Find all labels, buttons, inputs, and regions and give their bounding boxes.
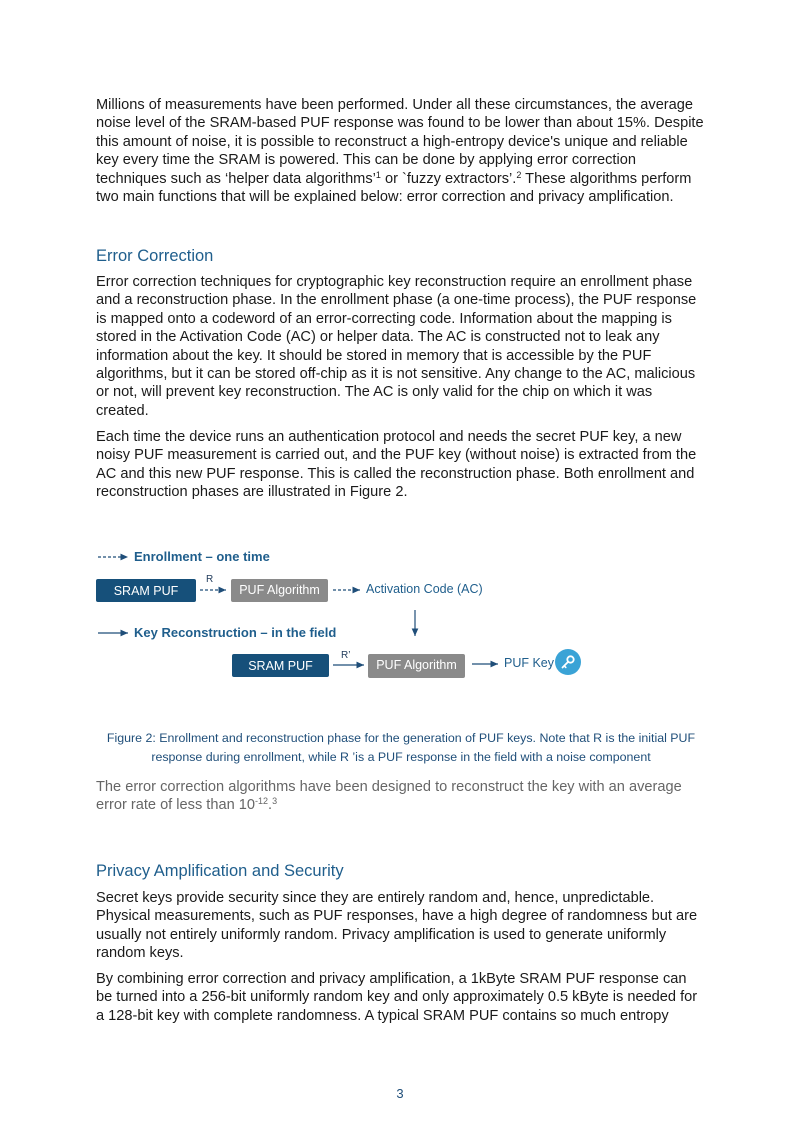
- sram-puf-box-enroll: SRAM PUF: [96, 579, 196, 602]
- paragraph-privacy: Secret keys provide security since they are entirely random and, hence, unpredictable. Physical measurements, such as PUF responses, have a high degree of randomness but are usually not entirely uniformly random. Privacy amplification is used to generate uniformly random keys.: [96, 890, 698, 962]
- puf-key-label: PUF Key: [504, 656, 555, 670]
- figure-caption: Figure 2: Enrollment and reconstruction phase for the generation of PUF keys. Note that R is the initial PUF response during enrollment, while R ’is a PUF response in the field with a noise component: [106, 731, 696, 764]
- heading-privacy-amplification: Privacy Amplification and Security: [96, 862, 344, 880]
- paragraph-reconstruction: Each time the device runs an authentication protocol and needs the secret PUF key, a new noisy PUF measurement is carried out, and the PUF key (without noise) is extracted from the AC and this new PUF response. This is called the reconstruction phase. Both enrollment and reconstruction phases are illustrated in Figure 2.: [96, 429, 697, 501]
- paragraph-error-correction: Error correction techniques for cryptographic key reconstruction require an enrollment phase and a reconstruction phase. In the enrollment phase (a one-time process), the PUF response is mapped onto a codeword of an error-correcting code. Information about the mapping is stored in the Activation Code (AC) or helper data. The AC is constructed not to leak any information about the key. It should be stored in memory that is accessible by the PUF algorithms, but it can be stored off-chip as it is not sensitive. Any change to the AC, malicious or not, will prevent key reconstruction. The AC is only valid for the chip on which it was created.: [96, 274, 697, 419]
- figure-diagram: [96, 540, 596, 690]
- key-icon: [555, 649, 581, 675]
- puf-algorithm-box-recon: PUF Algorithm: [368, 654, 465, 678]
- page-number: 3: [396, 1086, 404, 1101]
- reconstruction-title: Key Reconstruction – in the field: [134, 625, 337, 640]
- heading-error-correction: Error Correction: [96, 247, 214, 265]
- puf-algorithm-box-enroll: PUF Algorithm: [231, 579, 328, 602]
- activation-code-label: Activation Code (AC): [366, 582, 483, 596]
- r-prime-label: R’: [341, 650, 351, 661]
- r-label: R: [206, 574, 214, 585]
- enrollment-title: Enrollment – one time: [134, 549, 270, 564]
- sram-puf-box-recon: SRAM PUF: [232, 654, 329, 677]
- paragraph-intro: Millions of measurements have been performed. Under all these circumstances, the average noise level of the SRAM-based PUF response was found to be lower than about 15%. Despite this amount of noise, it is possible to reconstruct a high-entropy device's unique and reliable key every time the SRAM is powered. This can be done by applying error correction techniques such as ‘helper data algorithms’$^1$ or `fuzzy extractors’.$^2$ These algorithms perform two main functions that will be explained below: error correction and privacy amplification.: [96, 97, 704, 206]
- paragraph-combining: By combining error correction and privacy amplification, a 1kByte SRAM PUF response can be turned into a 256-bit uniformly random key and only approximately 0.5 kByte is needed for a 128-bit key with complete randomness. A typical SRAM PUF contains so much entropy: [96, 971, 698, 1024]
- paragraph-error-rate: The error correction algorithms have been designed to reconstruct the key with an average error rate of less than $10^{-12}.^3$: [96, 779, 682, 814]
